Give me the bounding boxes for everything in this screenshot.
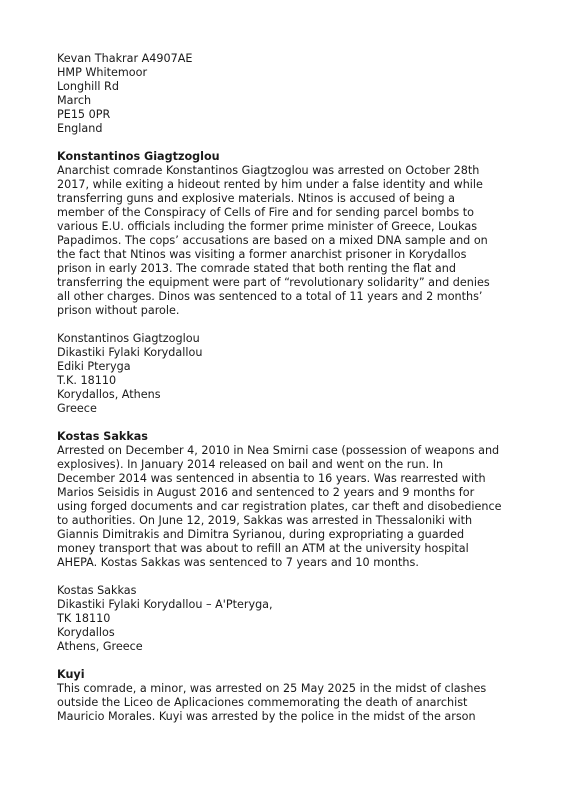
sender-line: March [57,94,92,107]
bio-line: money transport that was about to refill an ATM at the university hospital [57,542,469,555]
address-line: Korydallos [57,626,115,639]
spacer [57,136,517,150]
address-line: Dikastiki Fylaki Korydallou [57,346,203,359]
bio-line: explosives). In January 2014 released on bail and went on the run. In [57,458,444,471]
bio-line: Mauricio Morales. Kuyi was arrested by the police in the midst of the arson [57,710,476,723]
spacer [57,416,517,430]
bio-line: outside the Liceo de Aplicaciones commemorating the death of anarchist [57,696,468,709]
prisoner-entry [57,150,517,416]
address-line: TK 18110 [57,612,111,625]
bio-line: prison in early 2013. The comrade stated that both renting the flat and [57,262,456,275]
bio-line: 2017, while exiting a hideout rented by him under a false identity and while [57,178,483,191]
prisoner-address [57,332,517,416]
sender-line: Longhill Rd [57,80,119,93]
sender-address-block [57,52,517,136]
prisoner-address [57,584,517,654]
bio-line: This comrade, a minor, was arrested on 25 May 2025 in the midst of clashes [57,682,487,695]
bio-line: all other charges. Dinos was sentenced to a total of 11 years and 2 months’ [57,290,483,303]
prisoner-name-heading: Kuyi [57,668,85,681]
bio-line: member of the Conspiracy of Cells of Fire and for sending parcel bombs to [57,206,475,219]
bio-line: transferring guns and explosive materials. Ntinos is accused of being a [57,192,456,205]
sender-line: PE15 0PR [57,108,111,121]
bio-line: December 2014 was sentenced in absentia to 16 years. Was rearrested with [57,472,486,485]
address-line: Konstantinos Giagtzoglou [57,332,200,345]
prisoner-name-heading: Konstantinos Giagtzoglou [57,150,220,163]
bio-line: AHEPA. Kostas Sakkas was sentenced to 7 years and 10 months. [57,556,419,569]
address-line: Athens, Greece [57,640,143,653]
bio-line: transferring the equipment were part of “revolutionary solidarity” and denies [57,276,490,289]
sender-line: England [57,122,103,135]
address-line: Ediki Pteryga [57,360,131,373]
bio-line: Marios Seisidis in August 2016 and sentenced to 2 years and 9 months for [57,486,475,499]
address-line: Dikastiki Fylaki Korydallou – A'Pteryga, [57,598,273,611]
address-line: Greece [57,402,97,415]
address-line: Kostas Sakkas [57,584,137,597]
bio-line: Giannis Dimitrakis and Dimitra Syrianou, during expropriating a guarded [57,528,465,541]
prisoner-name-heading: Kostas Sakkas [57,430,148,443]
prisoner-entry [57,430,517,654]
prisoner-bio [57,164,517,318]
sender-line: HMP Whitemoor [57,66,148,79]
sender-line: Kevan Thakrar A4907AE [57,52,193,65]
bio-line: the fact that Ntinos was visiting a former anarchist prisoner in Korydallos [57,248,467,261]
bio-line: prison without parole. [57,304,180,317]
spacer [57,654,517,668]
spacer [57,570,517,584]
bio-line: Arrested on December 4, 2010 in Nea Smirni case (possession of weapons and [57,444,500,457]
prisoner-bio [57,682,517,724]
spacer [57,318,517,332]
address-line: Korydallos, Athens [57,388,161,401]
address-line: T.K. 18110 [57,374,117,387]
prisoner-entry [57,668,517,724]
document-page [57,52,517,724]
bio-line: to authorities. On June 12, 2019, Sakkas was arrested in Thessaloniki with [57,514,473,527]
bio-line: various E.U. officials including the former prime minister of Greece, Loukas [57,220,478,233]
bio-line: Papadimos. The cops’ accusations are based on a mixed DNA sample and on [57,234,488,247]
prisoner-bio [57,444,517,570]
bio-line: Anarchist comrade Konstantinos Giagtzoglou was arrested on October 28th [57,164,480,177]
bio-line: using forged documents and car registration plates, car theft and disobedience [57,500,502,513]
